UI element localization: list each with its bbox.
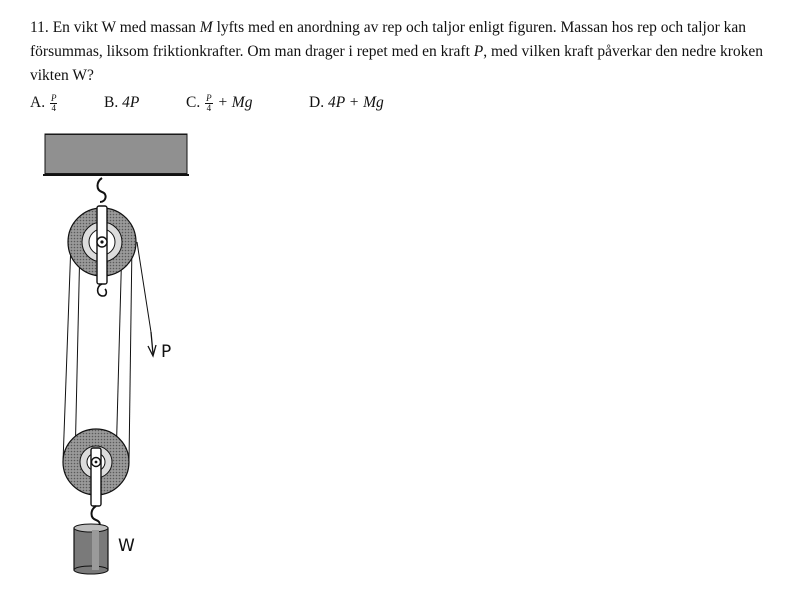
option-a-denominator: 4 <box>51 103 56 113</box>
option-a-fraction <box>50 94 58 113</box>
arrow-p-icon <box>148 332 156 356</box>
option-c[interactable] <box>186 94 252 113</box>
mass-symbol: M <box>199 19 213 36</box>
option-b-value: 4P <box>122 94 140 111</box>
option-c-rest: + Mg <box>217 94 253 112</box>
pulley-figure <box>40 132 190 577</box>
option-a-label: A. <box>30 94 46 112</box>
answer-options <box>30 94 775 120</box>
option-b[interactable] <box>104 94 139 112</box>
option-a[interactable] <box>30 94 58 113</box>
label-p: P <box>161 342 172 362</box>
question-text-part-3: , med vilken kraft påverkar den nedre kroken vikten W? <box>30 43 763 84</box>
ceiling <box>43 134 189 175</box>
force-symbol: P <box>473 43 484 60</box>
option-d[interactable] <box>309 94 384 112</box>
question-text-part-2: lyfts med en anordning av rep och taljor enligt figuren. Massan hos rep och taljor kan försummas, liksom friktionkrafter. Om man drager i repet med en kraft <box>30 19 747 60</box>
upper-pulley <box>68 178 136 296</box>
question-text-part-1: En vikt W med massan <box>48 19 200 36</box>
option-d-label: D. <box>309 94 325 111</box>
option-c-denominator: 4 <box>206 103 212 113</box>
label-w: W <box>118 536 135 556</box>
option-c-numerator: P <box>206 93 212 103</box>
option-c-label: C. <box>186 94 201 112</box>
option-d-value: 4P + Mg <box>327 94 384 111</box>
question-number: 11. <box>30 19 49 36</box>
option-b-label: B. <box>104 94 119 111</box>
weight-w <box>74 524 108 574</box>
option-a-numerator: P <box>50 93 57 103</box>
lower-pulley <box>63 429 129 528</box>
question-text <box>30 16 775 88</box>
option-c-fraction <box>205 94 213 113</box>
